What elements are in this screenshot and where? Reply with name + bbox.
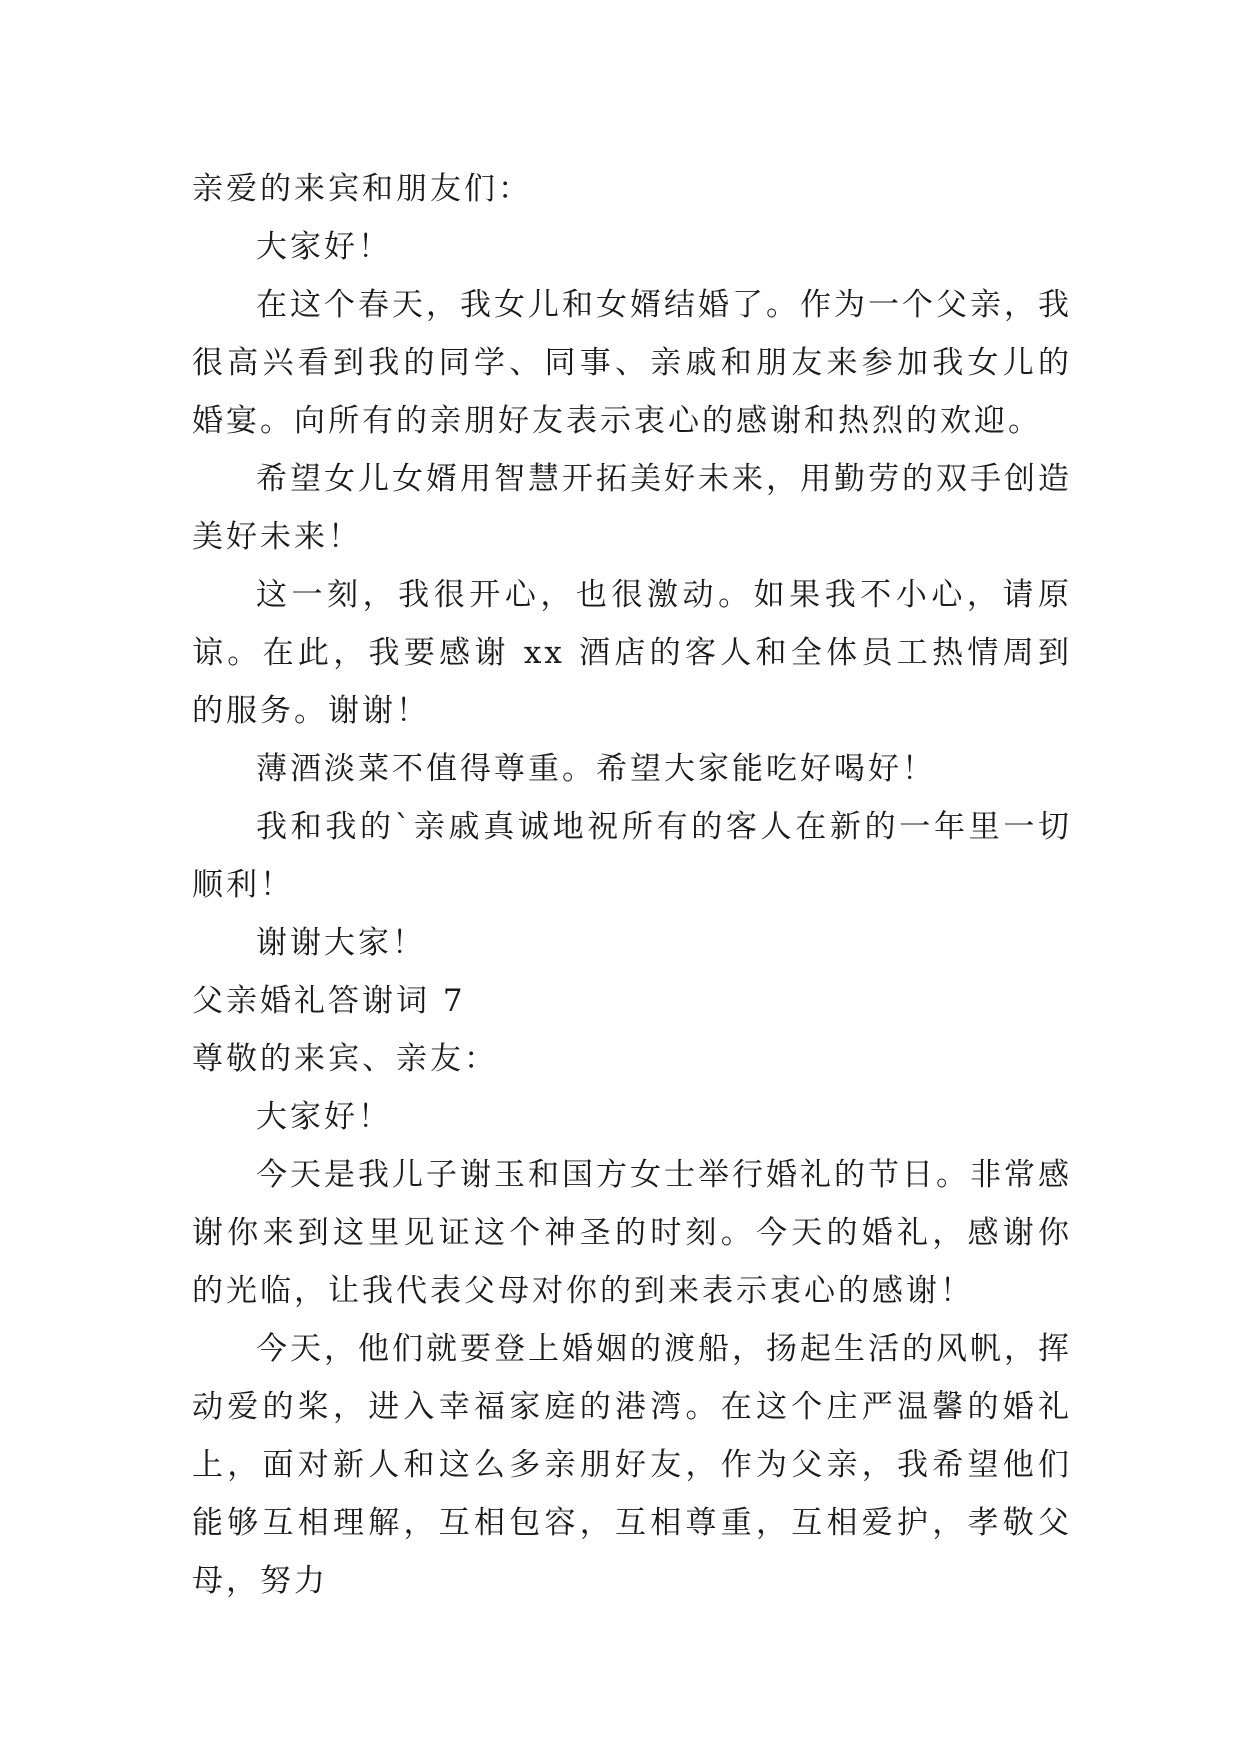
paragraph: 今天是我儿子谢玉和国方女士举行婚礼的节日。非常感谢你来到这里见证这个神圣的时刻。今天的婚礼，感谢你的光临，让我代表父母对你的到来表示衷心的感谢！ [192,1157,1072,1309]
paragraph: 今天，他们就要登上婚姻的渡船，扬起生活的风帆，挥动爱的桨，进入幸福家庭的港湾。在这个庄严温馨的婚礼上，面对新人和这么多亲朋好友，作为父亲，我希望他们能够互相理解，互相包容，互相尊重，互相爱护，孝敬父母，努力 [192,1331,1072,1599]
paragraph: 希望女儿女婿用智慧开拓美好未来，用勤劳的双手创造美好未来！ [192,461,1072,555]
paragraph: 我和我的`亲戚真诚地祝所有的客人在新的一年里一切顺利！ [192,809,1072,903]
greeting: 大家好！ [256,229,392,265]
salutation: 亲爱的来宾和朋友们： [192,171,532,207]
paragraph: 这一刻，我很开心，也很激动。如果我不小心，请原谅。在此，我要感谢 xx 酒店的客人和全体员工热情周到的服务。谢谢！ [192,577,1072,729]
salutation: 尊敬的来宾、亲友： [192,1041,498,1077]
closing: 谢谢大家！ [256,925,426,961]
document-body [192,160,1072,1610]
section-title: 父亲婚礼答谢词 7 [192,983,466,1019]
greeting: 大家好！ [256,1099,392,1135]
paragraph: 在这个春天，我女儿和女婿结婚了。作为一个父亲，我很高兴看到我的同学、同事、亲戚和朋友来参加我女儿的婚宴。向所有的亲朋好友表示衷心的感谢和热烈的欢迎。 [192,287,1072,439]
paragraph: 薄酒淡菜不值得尊重。希望大家能吃好喝好！ [256,751,936,787]
